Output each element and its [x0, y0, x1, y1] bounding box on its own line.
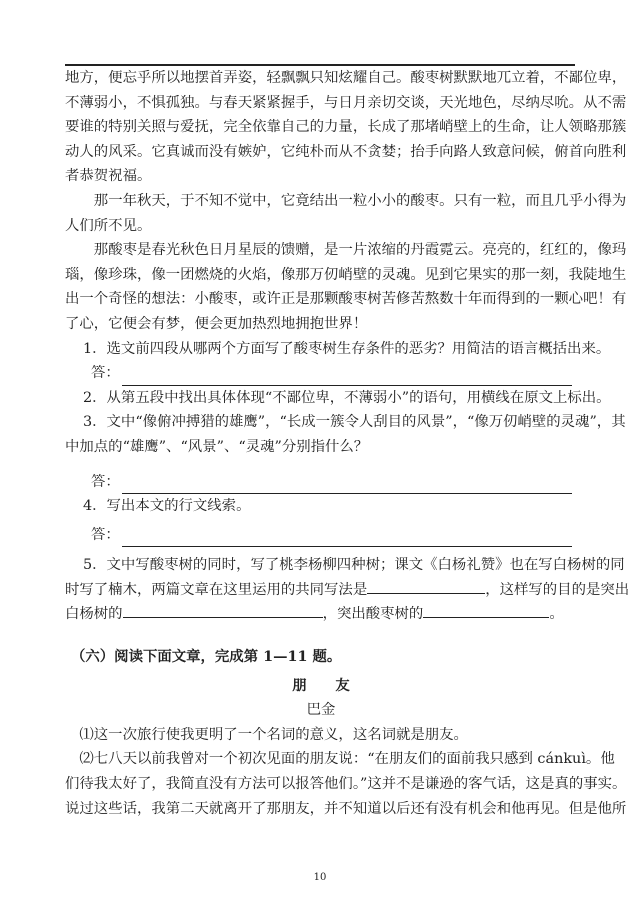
answer-label: 答： [91, 473, 120, 490]
answer-blank[interactable] [122, 369, 572, 386]
text-line: 们待我太好了，我简直没有方法可以报答他们。”这并不是谦逊的客气话，这是真的事实。 [65, 776, 627, 793]
answer-line [65, 470, 577, 495]
question-4 [65, 494, 577, 547]
text-line: 瑙，像珍珠，像一团燃烧的火焰，像那万仞峭壁的灵魂。见到它果实的那一刻，我陡地生 [65, 266, 627, 283]
question-text: ，突出酸枣树的 [322, 606, 424, 623]
question-text-with-blank [65, 578, 630, 603]
question-text: 2．从第五段中找出具体体现“不鄙位卑，不薄弱小”的语句，用横线在原文上标出。 [83, 389, 611, 406]
passage-paragraph-autumn [65, 189, 627, 238]
text-line: ⑴这一次旅行使我更明了一个名词的意义，这名词就是朋友。 [79, 726, 468, 743]
article-author: 巴金 [306, 702, 336, 719]
article-paragraph-2 [65, 747, 627, 821]
text-line: 出一个奇怪的想法：小酸枣，或许正是那颗酸枣树苦修苦熬数十年而得到的一颗心吧！有 [65, 291, 627, 308]
article-paragraph-1 [65, 723, 577, 748]
answer-line [65, 523, 577, 548]
answer-blank[interactable] [122, 477, 572, 494]
text-line: 地方，便忘乎所以地摆首弄姿，轻飘飘只知炫耀自己。酸枣树默默地兀立着，不鄙位卑， [65, 70, 627, 86]
text-line: 人们所不见。 [65, 217, 152, 234]
text-line: 那一年秋天，于不知不觉中，它竟结出一粒小小的酸枣。只有一粒，而且几乎小得为 [93, 192, 627, 209]
text-line: 者恭贺祝福。 [65, 168, 152, 185]
question-text: 中加点的“雄鹰”、“风景”、“灵魂”分别指什么？ [65, 438, 369, 455]
question-text: 。 [549, 606, 564, 623]
question-text-with-blanks [65, 602, 577, 627]
answer-blank[interactable] [122, 530, 572, 547]
fill-blank-poplar[interactable] [123, 603, 323, 618]
question-1 [65, 337, 611, 386]
text-line: 动人的风采。它真诚而没有嫉妒，它纯朴而从不贪婪；抬手向路人致意问候，俯首向胜利 [65, 143, 627, 160]
text-line: 说过这些话，我第二天就离开了那朋友，并不知道以后还有没有机会和他再见。但是他所 [65, 800, 627, 817]
answer-label: 答： [91, 526, 120, 543]
text-line: 了心，它便会有梦，便会更加热烈地拥抱世界！ [65, 315, 368, 332]
text-line: 那酸枣是春光秋色日月星辰的馈赠，是一片浓缩的丹霞霓云。亮亮的，红红的，像玛 [93, 242, 627, 259]
question-text: ，这样写的目的是突出 [485, 581, 630, 598]
text-line: ⑵七八天以前我曾对一个初次见面的朋友说：“在朋友们的面前我只感到 cánkuì。他 [79, 751, 615, 768]
question-text: 白杨树的 [65, 606, 123, 623]
fill-blank-jujube[interactable] [423, 603, 549, 618]
question-2 [65, 386, 611, 411]
answer-label: 答： [91, 365, 120, 382]
question-text: 时写了楠木，两篇文章在这里运用的共同写法是 [65, 581, 368, 598]
question-5 [65, 553, 630, 627]
article-title: 朋 友 [292, 676, 350, 694]
question-text: 5．文中写酸枣树的同时，写了桃李杨柳四种树；课文《白杨礼赞》也在写白杨树的同 [83, 557, 625, 574]
question-text: 1．选文前四段从哪两个方面写了酸枣树生存条件的恶劣？用简洁的语言概括出来。 [83, 340, 611, 357]
page-number: 10 [313, 872, 327, 883]
text-line: 要谁的特别关照与爱抚，完全依靠自己的力量，长成了那堵峭壁上的生命，让人领略那簇 [65, 119, 627, 136]
fill-blank-method[interactable] [367, 579, 485, 594]
answer-line [65, 361, 577, 386]
text-line: 不薄弱小，不惧孤独。与春天紧紧握手，与日月亲切交谈，天光地色，尽纳尽吮。从不需 [65, 94, 627, 111]
passage-paragraph-continued [65, 66, 627, 189]
question-3 [65, 410, 626, 494]
question-text: 4．写出本文的行文线索。 [83, 498, 251, 515]
question-text: 3．文中“像俯冲搏猎的雄鹰”，“长成一簇令人刮目的风景”，“像万仞峭壁的灵魂”，其 [83, 414, 626, 431]
page-content [65, 66, 630, 821]
passage-paragraph-jujube [65, 238, 627, 336]
section-heading: （六）阅读下面文章，完成第 1—11 题。 [71, 648, 342, 666]
